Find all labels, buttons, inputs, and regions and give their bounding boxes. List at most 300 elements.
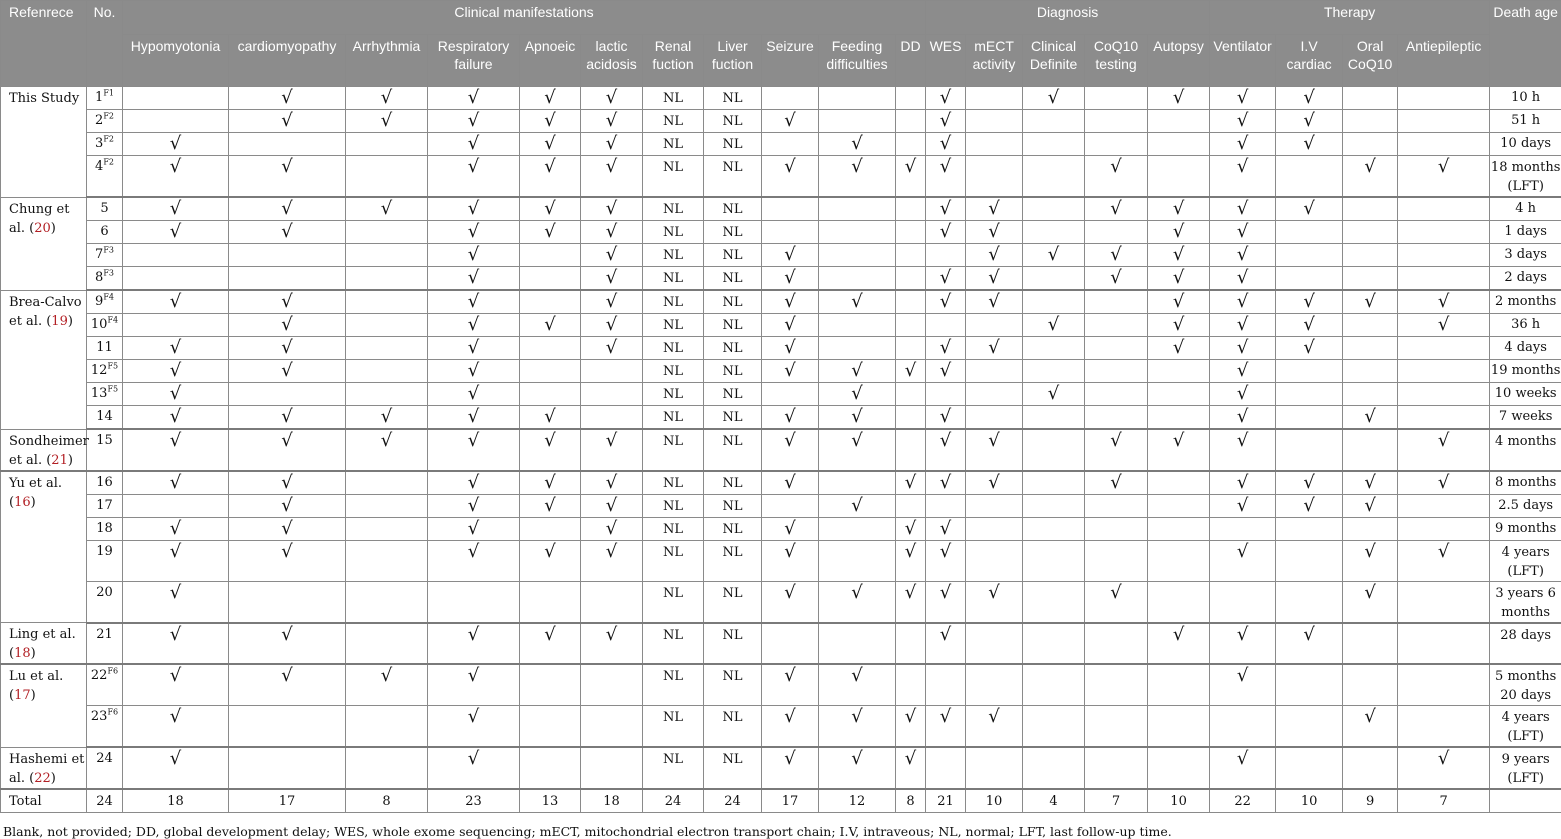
death-age-cell: 28 days bbox=[1490, 623, 1561, 665]
header-column: Apnoeic bbox=[520, 35, 581, 87]
check-mark: √ bbox=[520, 314, 581, 337]
empty-cell bbox=[520, 747, 581, 789]
empty-cell bbox=[819, 244, 896, 267]
empty-cell bbox=[1398, 383, 1490, 406]
empty-cell bbox=[1148, 581, 1210, 623]
family-superscript: F2 bbox=[103, 135, 114, 144]
empty-cell bbox=[1343, 110, 1398, 133]
check-mark: √ bbox=[428, 429, 520, 471]
total-value bbox=[1490, 789, 1561, 813]
total-value: 10 bbox=[966, 789, 1023, 813]
check-mark: √ bbox=[581, 244, 643, 267]
empty-cell bbox=[966, 314, 1023, 337]
empty-cell bbox=[581, 706, 643, 748]
empty-cell bbox=[926, 494, 966, 517]
total-row bbox=[1, 789, 1561, 813]
check-mark: √ bbox=[1085, 156, 1148, 198]
check-mark: √ bbox=[581, 337, 643, 360]
check-mark: √ bbox=[1148, 267, 1210, 291]
table-row bbox=[1, 494, 1561, 517]
empty-cell bbox=[1085, 87, 1148, 110]
check-mark: √ bbox=[762, 664, 819, 706]
patient-number-text: 24 bbox=[96, 751, 113, 766]
empty-cell bbox=[1276, 540, 1343, 581]
header-reference: Refenrece bbox=[1, 1, 87, 87]
reference-text: This Study bbox=[9, 91, 79, 106]
check-mark: √ bbox=[520, 221, 581, 244]
death-age-cell: 9 years (LFT) bbox=[1490, 747, 1561, 789]
citation-link[interactable]: 19 bbox=[51, 314, 68, 329]
empty-cell bbox=[581, 406, 643, 430]
patient-number-text: 11 bbox=[96, 340, 113, 355]
empty-cell bbox=[819, 540, 896, 581]
table-row bbox=[1, 429, 1561, 471]
empty-cell bbox=[1085, 706, 1148, 748]
empty-cell bbox=[346, 267, 428, 291]
check-mark: √ bbox=[520, 623, 581, 665]
empty-cell bbox=[346, 337, 428, 360]
check-mark: √ bbox=[581, 267, 643, 291]
empty-cell bbox=[1210, 517, 1276, 540]
header-column: Hypomyotonia bbox=[123, 35, 229, 87]
citation-link[interactable]: 21 bbox=[51, 453, 68, 468]
total-value: 17 bbox=[229, 789, 346, 813]
check-mark: √ bbox=[896, 517, 926, 540]
empty-cell bbox=[1085, 383, 1148, 406]
reference-text: Brea-Calvo et al. ( bbox=[9, 295, 82, 329]
death-age-cell: 4 days bbox=[1490, 337, 1561, 360]
check-mark: √ bbox=[123, 406, 229, 430]
normal-value: NL bbox=[643, 110, 704, 133]
check-mark: √ bbox=[819, 429, 896, 471]
empty-cell bbox=[1398, 517, 1490, 540]
check-mark: √ bbox=[520, 197, 581, 221]
reference-cell bbox=[1, 623, 87, 665]
empty-cell bbox=[966, 110, 1023, 133]
normal-value: NL bbox=[704, 110, 762, 133]
check-mark: √ bbox=[581, 290, 643, 314]
empty-cell bbox=[1023, 517, 1085, 540]
check-mark: √ bbox=[229, 156, 346, 198]
citation-link[interactable]: 22 bbox=[34, 771, 51, 786]
citation-link[interactable]: 16 bbox=[14, 495, 31, 510]
check-mark: √ bbox=[926, 290, 966, 314]
empty-cell bbox=[229, 706, 346, 748]
death-age-cell: 9 months bbox=[1490, 517, 1561, 540]
empty-cell bbox=[762, 133, 819, 156]
empty-cell bbox=[1398, 623, 1490, 665]
empty-cell bbox=[123, 244, 229, 267]
check-mark: √ bbox=[1210, 244, 1276, 267]
empty-cell bbox=[966, 664, 1023, 706]
check-mark: √ bbox=[1398, 156, 1490, 198]
normal-value: NL bbox=[704, 290, 762, 314]
empty-cell bbox=[1343, 87, 1398, 110]
normal-value: NL bbox=[704, 471, 762, 495]
empty-cell bbox=[1148, 517, 1210, 540]
empty-cell bbox=[1085, 747, 1148, 789]
check-mark: √ bbox=[520, 540, 581, 581]
table-row bbox=[1, 110, 1561, 133]
check-mark: √ bbox=[123, 581, 229, 623]
empty-cell bbox=[1210, 581, 1276, 623]
empty-cell bbox=[1343, 360, 1398, 383]
patient-number-text: 13 bbox=[91, 386, 108, 401]
empty-cell bbox=[1148, 664, 1210, 706]
family-superscript: F4 bbox=[107, 316, 118, 325]
check-mark: √ bbox=[428, 471, 520, 495]
table-row bbox=[1, 360, 1561, 383]
check-mark: √ bbox=[1148, 337, 1210, 360]
empty-cell bbox=[346, 540, 428, 581]
patient-number bbox=[87, 290, 123, 314]
check-mark: √ bbox=[1398, 471, 1490, 495]
check-mark: √ bbox=[1085, 581, 1148, 623]
table-row bbox=[1, 383, 1561, 406]
check-mark: √ bbox=[762, 267, 819, 291]
patient-number-text: 7 bbox=[95, 247, 103, 262]
empty-cell bbox=[1023, 747, 1085, 789]
empty-cell bbox=[1276, 747, 1343, 789]
check-mark: √ bbox=[1398, 429, 1490, 471]
normal-value: NL bbox=[704, 581, 762, 623]
empty-cell bbox=[581, 664, 643, 706]
normal-value: NL bbox=[643, 360, 704, 383]
check-mark: √ bbox=[229, 494, 346, 517]
normal-value: NL bbox=[643, 290, 704, 314]
patient-number-text: 3 bbox=[95, 136, 103, 151]
check-mark: √ bbox=[346, 87, 428, 110]
empty-cell bbox=[966, 156, 1023, 198]
check-mark: √ bbox=[926, 540, 966, 581]
header-death-age: Death age bbox=[1490, 1, 1561, 87]
patient-number bbox=[87, 581, 123, 623]
check-mark: √ bbox=[520, 133, 581, 156]
check-mark: √ bbox=[1148, 221, 1210, 244]
empty-cell bbox=[966, 747, 1023, 789]
normal-value: NL bbox=[704, 337, 762, 360]
empty-cell bbox=[346, 471, 428, 495]
check-mark: √ bbox=[896, 706, 926, 748]
check-mark: √ bbox=[520, 156, 581, 198]
family-superscript: F3 bbox=[103, 269, 114, 278]
family-superscript: F5 bbox=[107, 385, 118, 394]
death-age-cell: 2 days bbox=[1490, 267, 1561, 291]
empty-cell bbox=[1398, 664, 1490, 706]
check-mark: √ bbox=[428, 244, 520, 267]
check-mark: √ bbox=[1023, 314, 1085, 337]
check-mark: √ bbox=[123, 540, 229, 581]
reference-cell bbox=[1, 471, 87, 623]
check-mark: √ bbox=[819, 360, 896, 383]
empty-cell bbox=[1343, 221, 1398, 244]
empty-cell bbox=[520, 290, 581, 314]
check-mark: √ bbox=[1210, 383, 1276, 406]
death-age-cell: 10 weeks bbox=[1490, 383, 1561, 406]
check-mark: √ bbox=[1276, 471, 1343, 495]
reference-cell bbox=[1, 87, 87, 198]
empty-cell bbox=[819, 337, 896, 360]
check-mark: √ bbox=[1148, 244, 1210, 267]
total-value: 9 bbox=[1343, 789, 1398, 813]
check-mark: √ bbox=[819, 494, 896, 517]
check-mark: √ bbox=[123, 290, 229, 314]
check-mark: √ bbox=[1210, 197, 1276, 221]
citation-link[interactable]: 18 bbox=[14, 646, 31, 661]
check-mark: √ bbox=[581, 110, 643, 133]
header-column: mECT activity bbox=[966, 35, 1023, 87]
check-mark: √ bbox=[1210, 747, 1276, 789]
empty-cell bbox=[896, 314, 926, 337]
check-mark: √ bbox=[896, 747, 926, 789]
check-mark: √ bbox=[428, 540, 520, 581]
empty-cell bbox=[819, 267, 896, 291]
citation-link[interactable]: 17 bbox=[14, 688, 31, 703]
patient-number bbox=[87, 221, 123, 244]
empty-cell bbox=[1023, 406, 1085, 430]
empty-cell bbox=[896, 133, 926, 156]
empty-cell bbox=[966, 133, 1023, 156]
check-mark: √ bbox=[966, 290, 1023, 314]
empty-cell bbox=[1276, 156, 1343, 198]
normal-value: NL bbox=[704, 383, 762, 406]
empty-cell bbox=[1343, 337, 1398, 360]
empty-cell bbox=[1398, 110, 1490, 133]
death-age-cell: 3 days bbox=[1490, 244, 1561, 267]
check-mark: √ bbox=[1210, 156, 1276, 198]
patient-number-text: 12 bbox=[91, 363, 108, 378]
empty-cell bbox=[1343, 747, 1398, 789]
empty-cell bbox=[1398, 494, 1490, 517]
header-column: I.V cardiac bbox=[1276, 35, 1343, 87]
normal-value: NL bbox=[704, 133, 762, 156]
check-mark: √ bbox=[966, 221, 1023, 244]
empty-cell bbox=[896, 623, 926, 665]
check-mark: √ bbox=[926, 706, 966, 748]
table-row bbox=[1, 133, 1561, 156]
empty-cell bbox=[819, 110, 896, 133]
empty-cell bbox=[762, 197, 819, 221]
patient-number bbox=[87, 360, 123, 383]
empty-cell bbox=[896, 337, 926, 360]
check-mark: √ bbox=[229, 540, 346, 581]
check-mark: √ bbox=[581, 156, 643, 198]
empty-cell bbox=[896, 110, 926, 133]
check-mark: √ bbox=[520, 406, 581, 430]
patient-number-text: 10 bbox=[91, 317, 108, 332]
death-age-cell: 2.5 days bbox=[1490, 494, 1561, 517]
check-mark: √ bbox=[896, 156, 926, 198]
empty-cell bbox=[1023, 706, 1085, 748]
check-mark: √ bbox=[123, 360, 229, 383]
check-mark: √ bbox=[581, 314, 643, 337]
check-mark: √ bbox=[1148, 314, 1210, 337]
check-mark: √ bbox=[346, 664, 428, 706]
check-mark: √ bbox=[926, 429, 966, 471]
check-mark: √ bbox=[229, 197, 346, 221]
normal-value: NL bbox=[704, 314, 762, 337]
empty-cell bbox=[1023, 290, 1085, 314]
check-mark: √ bbox=[229, 517, 346, 540]
empty-cell bbox=[819, 517, 896, 540]
empty-cell bbox=[346, 133, 428, 156]
empty-cell bbox=[896, 290, 926, 314]
empty-cell bbox=[762, 494, 819, 517]
empty-cell bbox=[1023, 360, 1085, 383]
check-mark: √ bbox=[229, 314, 346, 337]
normal-value: NL bbox=[643, 664, 704, 706]
reference-text: Yu et al. ( bbox=[9, 476, 62, 510]
check-mark: √ bbox=[896, 581, 926, 623]
check-mark: √ bbox=[520, 110, 581, 133]
normal-value: NL bbox=[704, 406, 762, 430]
empty-cell bbox=[1023, 133, 1085, 156]
total-value: 4 bbox=[1023, 789, 1085, 813]
normal-value: NL bbox=[704, 221, 762, 244]
header-column: Autopsy bbox=[1148, 35, 1210, 87]
patient-number-text: 16 bbox=[96, 475, 113, 490]
check-mark: √ bbox=[762, 471, 819, 495]
check-mark: √ bbox=[428, 747, 520, 789]
patient-number-text: 15 bbox=[96, 433, 113, 448]
check-mark: √ bbox=[1210, 406, 1276, 430]
empty-cell bbox=[762, 87, 819, 110]
header-clinical-group: Clinical manifestations bbox=[123, 1, 926, 35]
total-value: 24 bbox=[643, 789, 704, 813]
table-row bbox=[1, 221, 1561, 244]
empty-cell bbox=[229, 133, 346, 156]
header-column: Renal fuction bbox=[643, 35, 704, 87]
empty-cell bbox=[1023, 471, 1085, 495]
table-row bbox=[1, 290, 1561, 314]
empty-cell bbox=[1398, 337, 1490, 360]
empty-cell bbox=[1148, 110, 1210, 133]
patient-number bbox=[87, 197, 123, 221]
reference-tail: ) bbox=[51, 221, 56, 236]
check-mark: √ bbox=[819, 406, 896, 430]
check-mark: √ bbox=[1148, 429, 1210, 471]
check-mark: √ bbox=[1023, 244, 1085, 267]
empty-cell bbox=[896, 664, 926, 706]
check-mark: √ bbox=[1276, 623, 1343, 665]
empty-cell bbox=[1343, 133, 1398, 156]
family-superscript: F3 bbox=[103, 246, 114, 255]
empty-cell bbox=[1276, 517, 1343, 540]
check-mark: √ bbox=[762, 429, 819, 471]
empty-cell bbox=[819, 471, 896, 495]
death-age-cell: 10 h bbox=[1490, 87, 1561, 110]
check-mark: √ bbox=[819, 747, 896, 789]
empty-cell bbox=[346, 623, 428, 665]
check-mark: √ bbox=[123, 156, 229, 198]
reference-text: Chung et al. ( bbox=[9, 202, 69, 236]
header-no: No. bbox=[87, 1, 123, 87]
header-column: Antiepileptic bbox=[1398, 35, 1490, 87]
empty-cell bbox=[819, 87, 896, 110]
empty-cell bbox=[926, 314, 966, 337]
empty-cell bbox=[346, 517, 428, 540]
check-mark: √ bbox=[819, 383, 896, 406]
empty-cell bbox=[896, 406, 926, 430]
death-age-cell: 3 years 6 months bbox=[1490, 581, 1561, 623]
check-mark: √ bbox=[229, 406, 346, 430]
reference-text: Lu et al. ( bbox=[9, 669, 63, 703]
reference-cell bbox=[1, 290, 87, 429]
check-mark: √ bbox=[428, 494, 520, 517]
check-mark: √ bbox=[1085, 267, 1148, 291]
header-diagnosis-group: Diagnosis bbox=[926, 1, 1210, 35]
check-mark: √ bbox=[896, 360, 926, 383]
empty-cell bbox=[819, 197, 896, 221]
empty-cell bbox=[229, 267, 346, 291]
check-mark: √ bbox=[896, 471, 926, 495]
check-mark: √ bbox=[1210, 267, 1276, 291]
empty-cell bbox=[123, 494, 229, 517]
death-age-cell: 1 days bbox=[1490, 221, 1561, 244]
check-mark: √ bbox=[966, 267, 1023, 291]
check-mark: √ bbox=[926, 197, 966, 221]
total-label: Total bbox=[1, 789, 87, 813]
total-value: 22 bbox=[1210, 789, 1276, 813]
check-mark: √ bbox=[762, 581, 819, 623]
empty-cell bbox=[1343, 429, 1398, 471]
check-mark: √ bbox=[819, 581, 896, 623]
check-mark: √ bbox=[123, 664, 229, 706]
death-age-cell: 7 weeks bbox=[1490, 406, 1561, 430]
check-mark: √ bbox=[428, 314, 520, 337]
check-mark: √ bbox=[123, 133, 229, 156]
normal-value: NL bbox=[643, 244, 704, 267]
empty-cell bbox=[1398, 244, 1490, 267]
empty-cell bbox=[520, 664, 581, 706]
patient-number-text: 8 bbox=[95, 270, 103, 285]
check-mark: √ bbox=[428, 290, 520, 314]
citation-link[interactable]: 20 bbox=[34, 221, 51, 236]
empty-cell bbox=[926, 747, 966, 789]
empty-cell bbox=[346, 314, 428, 337]
check-mark: √ bbox=[229, 337, 346, 360]
header-column: Feeding difficulties bbox=[819, 35, 896, 87]
check-mark: √ bbox=[926, 406, 966, 430]
empty-cell bbox=[520, 706, 581, 748]
reference-tail: ) bbox=[68, 314, 73, 329]
header-column: lactic acidosis bbox=[581, 35, 643, 87]
check-mark: √ bbox=[428, 267, 520, 291]
patient-number bbox=[87, 156, 123, 198]
empty-cell bbox=[1343, 314, 1398, 337]
check-mark: √ bbox=[1210, 540, 1276, 581]
normal-value: NL bbox=[704, 429, 762, 471]
check-mark: √ bbox=[1085, 197, 1148, 221]
check-mark: √ bbox=[762, 290, 819, 314]
empty-cell bbox=[1023, 664, 1085, 706]
normal-value: NL bbox=[704, 360, 762, 383]
total-value: 12 bbox=[819, 789, 896, 813]
normal-value: NL bbox=[704, 540, 762, 581]
empty-cell bbox=[1398, 87, 1490, 110]
reference-cell bbox=[1, 664, 87, 747]
check-mark: √ bbox=[428, 664, 520, 706]
family-superscript: F2 bbox=[103, 158, 114, 167]
empty-cell bbox=[1085, 540, 1148, 581]
empty-cell bbox=[1343, 664, 1398, 706]
empty-cell bbox=[1398, 197, 1490, 221]
empty-cell bbox=[428, 581, 520, 623]
empty-cell bbox=[1343, 517, 1398, 540]
death-age-cell: 4 h bbox=[1490, 197, 1561, 221]
empty-cell bbox=[966, 540, 1023, 581]
patient-number-text: 2 bbox=[95, 113, 103, 128]
